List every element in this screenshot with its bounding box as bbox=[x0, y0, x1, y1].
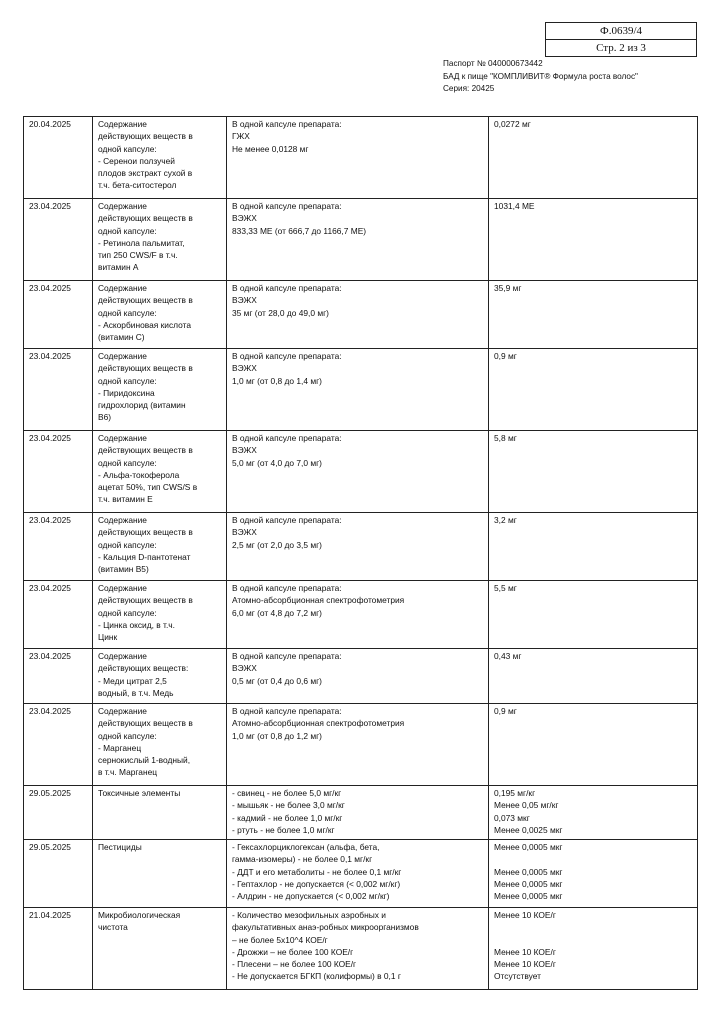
table-row bbox=[24, 199, 698, 281]
cell-date: 23.04.2025 bbox=[24, 649, 93, 704]
table-row bbox=[24, 704, 698, 786]
series-number: Серия: 20425 bbox=[443, 84, 495, 93]
form-code: Ф.0639/4 bbox=[600, 25, 642, 37]
cell-norm: - Гексахлорциклогексан (альфа, бета, гамма-изомеры) - не более 0,1 мг/кг - ДДТ и его метаболиты - не более 0,1 мг/кг - Гептахлор - не допускается (< 0,002 мг/кг) - Алдрин - не допускается (< 0,002 мг/кг) bbox=[227, 840, 489, 908]
cell-date: 23.04.2025 bbox=[24, 349, 93, 431]
cell-indicator: Содержание действующих веществ в одной капсуле: - Аскорбиновая кислота (витамин С) bbox=[93, 281, 227, 349]
cell-date: 29.05.2025 bbox=[24, 840, 93, 908]
cell-indicator: Содержание действующих веществ: - Меди цитрат 2,5 водный, в т.ч. Медь bbox=[93, 649, 227, 704]
cell-result: 0,9 мг bbox=[489, 349, 698, 431]
table-row bbox=[24, 840, 698, 908]
cell-date: 23.04.2025 bbox=[24, 199, 93, 281]
passport-number: Паспорт № 040000673442 bbox=[443, 59, 543, 68]
cell-norm: В одной капсуле препарата: Атомно-абсорбционная спектрофотометрия 6,0 мг (от 4,8 до 7,2 мг) bbox=[227, 581, 489, 649]
cell-norm: В одной капсуле препарата: ВЭЖХ 833,33 МЕ (от 666,7 до 1166,7 МЕ) bbox=[227, 199, 489, 281]
cell-indicator: Содержание действующих веществ в одной капсуле: - Пиридоксина гидрохлорид (витамин В6) bbox=[93, 349, 227, 431]
page-number: Стр. 2 из 3 bbox=[546, 39, 696, 56]
cell-indicator: Пестициды bbox=[93, 840, 227, 908]
cell-norm: В одной капсуле препарата: ВЭЖХ 2,5 мг (от 2,0 до 3,5 мг) bbox=[227, 513, 489, 581]
cell-result: 3,2 мг bbox=[489, 513, 698, 581]
cell-result: Менее 10 КОЕ/г Менее 10 КОЕ/г Менее 10 КОЕ/г Отсутствует bbox=[489, 908, 698, 990]
cell-indicator: Микробиологическая чистота bbox=[93, 908, 227, 990]
cell-date: 23.04.2025 bbox=[24, 431, 93, 513]
cell-result: 1031,4 МЕ bbox=[489, 199, 698, 281]
table-row bbox=[24, 581, 698, 649]
cell-norm: В одной капсуле препарата: ВЭЖХ 35 мг (от 28,0 до 49,0 мг) bbox=[227, 281, 489, 349]
cell-date: 20.04.2025 bbox=[24, 117, 93, 199]
cell-result: 0,43 мг bbox=[489, 649, 698, 704]
cell-date: 23.04.2025 bbox=[24, 513, 93, 581]
document-header bbox=[443, 58, 638, 96]
cell-date: 21.04.2025 bbox=[24, 908, 93, 990]
cell-date: 23.04.2025 bbox=[24, 581, 93, 649]
cell-result: Менее 0,0005 мкг Менее 0,0005 мкг Менее 0,0005 мкг Менее 0,0005 мкг bbox=[489, 840, 698, 908]
cell-indicator: Содержание действующих веществ в одной капсуле: - Альфа-токоферола ацетат 50%, тип CWS/S в т.ч. витамин Е bbox=[93, 431, 227, 513]
cell-date: 23.04.2025 bbox=[24, 704, 93, 786]
form-code-box bbox=[545, 22, 697, 57]
cell-norm: В одной капсуле препарата: ВЭЖХ 0,5 мг (от 0,4 до 0,6 мг) bbox=[227, 649, 489, 704]
table-row bbox=[24, 431, 698, 513]
cell-result: 35,9 мг bbox=[489, 281, 698, 349]
cell-result: 5,5 мг bbox=[489, 581, 698, 649]
table-row bbox=[24, 513, 698, 581]
table-row bbox=[24, 349, 698, 431]
cell-result: 0,195 мг/кг Менее 0,05 мг/кг 0,073 мкг Менее 0,0025 мкг bbox=[489, 786, 698, 840]
cell-norm: В одной капсуле препарата: ВЭЖХ 5,0 мг (от 4,0 до 7,0 мг) bbox=[227, 431, 489, 513]
cell-indicator: Содержание действующих веществ в одной капсуле: - Цинка оксид, в т.ч. Цинк bbox=[93, 581, 227, 649]
cell-norm: В одной капсуле препарата: ВЭЖХ 1,0 мг (от 0,8 до 1,4 мг) bbox=[227, 349, 489, 431]
cell-indicator: Содержание действующих веществ в одной капсуле: - Кальция D-пантотенат (витамин В5) bbox=[93, 513, 227, 581]
cell-result: 5,8 мг bbox=[489, 431, 698, 513]
table-row bbox=[24, 281, 698, 349]
cell-norm: В одной капсуле препарата: ГЖХ Не менее 0,0128 мг bbox=[227, 117, 489, 199]
table-row bbox=[24, 649, 698, 704]
cell-result: 0,9 мг bbox=[489, 704, 698, 786]
product-name: БАД к пище "КОМПЛИВИТ® Формула роста волос" bbox=[443, 71, 638, 81]
cell-result: 0,0272 мг bbox=[489, 117, 698, 199]
cell-date: 23.04.2025 bbox=[24, 281, 93, 349]
table-row bbox=[24, 117, 698, 199]
cell-norm: В одной капсуле препарата: Атомно-абсорбционная спектрофотометрия 1,0 мг (от 0,8 до 1,2 мг) bbox=[227, 704, 489, 786]
table-row bbox=[24, 908, 698, 990]
cell-norm: - свинец - не более 5,0 мг/кг - мышьяк - не более 3,0 мг/кг - кадмий - не более 1,0 мг/кг - ртуть - не более 1,0 мг/кг bbox=[227, 786, 489, 840]
cell-indicator: Содержание действующих веществ в одной капсуле: - Марганец сернокислый 1-водный, в т.ч. Марганец bbox=[93, 704, 227, 786]
table-row bbox=[24, 786, 698, 840]
results-table bbox=[23, 116, 698, 990]
cell-indicator: Токсичные элементы bbox=[93, 786, 227, 840]
cell-indicator: Содержание действующих веществ в одной капсуле: - Ретинола пальмитат, тип 250 CWS/F в т.ч. витамин А bbox=[93, 199, 227, 281]
cell-date: 29.05.2025 bbox=[24, 786, 93, 840]
cell-norm: - Количество мезофильных аэробных и факультативных анаэ-робных микроорганизмов – не более 5х10^4 КОЕ/г - Дрожжи – не более 100 КОЕ/г - Плесени – не более 100 КОЕ/г - Не допускается БГКП (колиформы) в 0,1 г bbox=[227, 908, 489, 990]
cell-indicator: Содержание действующих веществ в одной капсуле: - Серенои ползучей плодов экстракт сухой в т.ч. бета-ситостерол bbox=[93, 117, 227, 199]
